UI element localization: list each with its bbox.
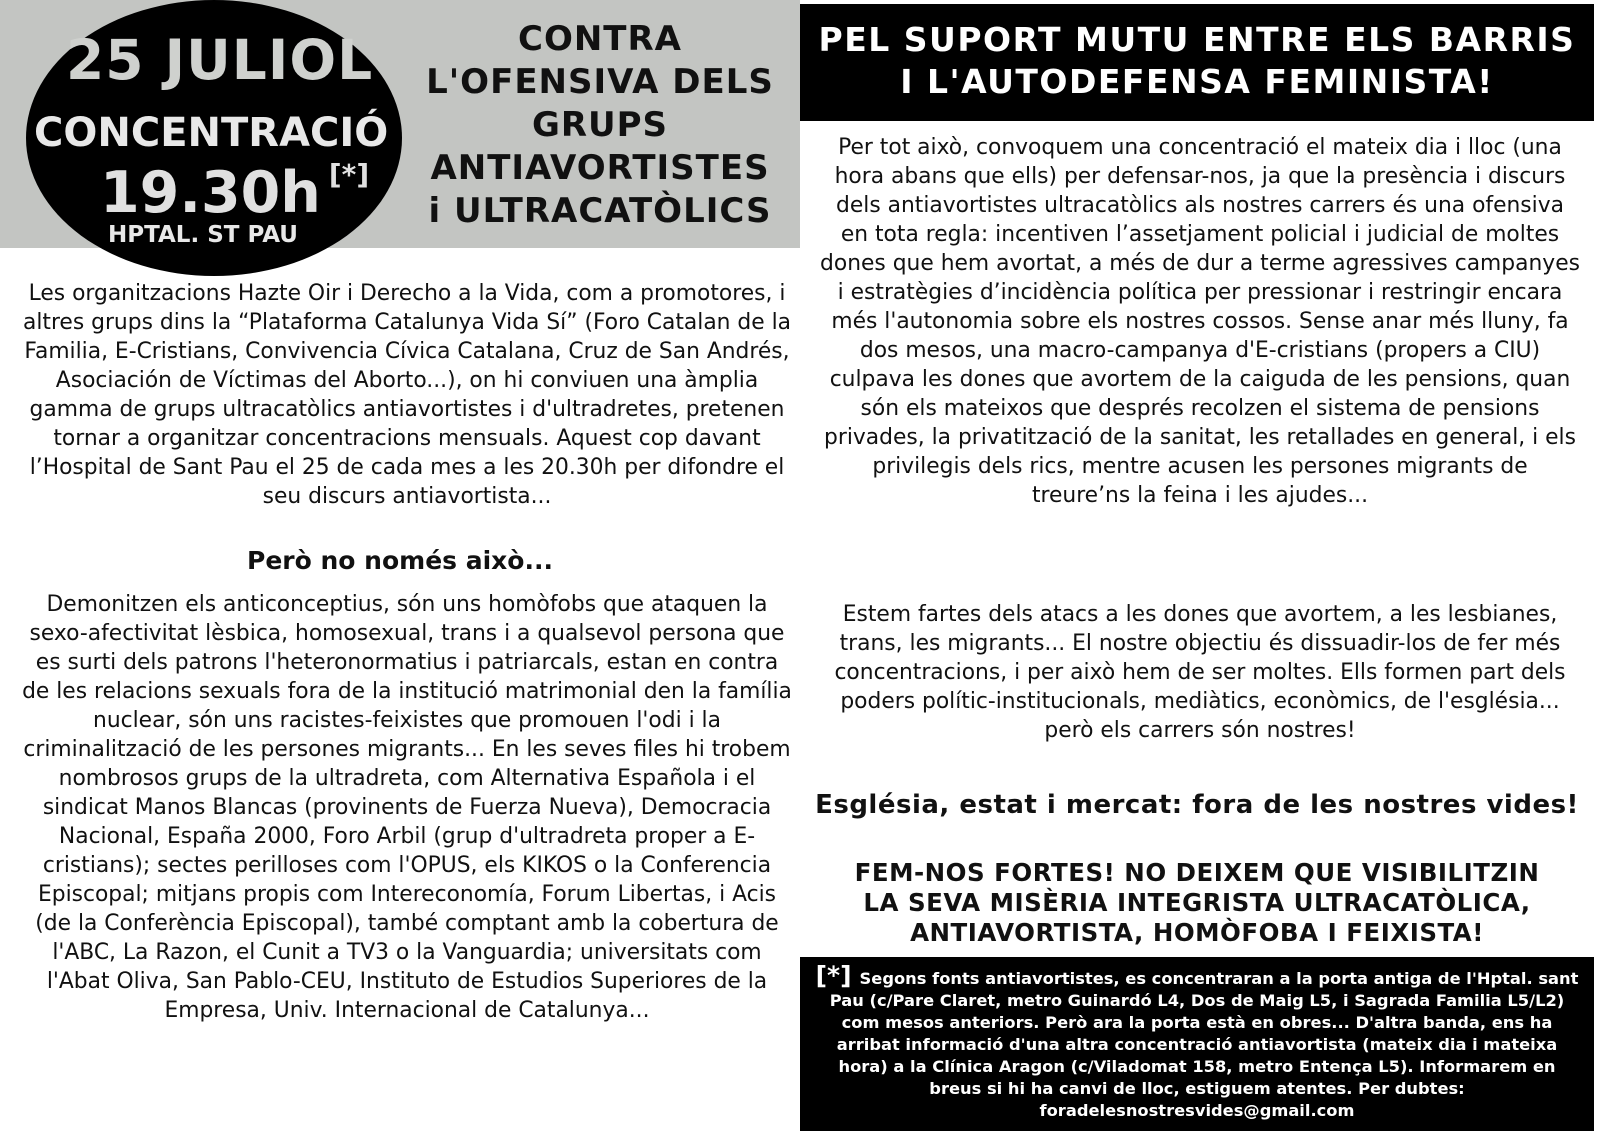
banner-line: I L'AUTODEFENSA FEMINISTA!	[900, 62, 1494, 101]
event-place: HPTAL. ST PAU	[108, 222, 298, 248]
closing-line: ANTIAVORTISTA, HOMÒFOBA I FEIXISTA!	[910, 918, 1484, 947]
event-type: CONCENTRACIÓ	[34, 110, 389, 156]
event-time-value: 19.30h	[100, 160, 321, 226]
headline	[400, 18, 800, 233]
headline-line: ANTIAVORTISTES	[430, 148, 770, 188]
left-paragraph-intro: Les organitzacions Hazte Oir i Derecho a la Vida, com a promotores, i altres grups dins la “Plataforma Catalunya Vida Sí” (Foro Catalan de la Familia, E-Cristians, Convivencia Cívica Catalana, Cruz de San Andrés, Asociación de Víctimas del Aborto...), on hi conviuen una àmplia gamma de grups ultracatòlics antiavortistes i d'ultradretes, pretenen tornar a organitzar concentracions mensuals. Aquest cop davant l’Hospital de Sant Pau el 25 de cada mes a les 20.30h per difondre el seu discurs antiavortista...	[22, 281, 792, 509]
slogan: Església, estat i mercat: fora de les nostres vides!	[815, 790, 1579, 820]
event-time	[100, 158, 369, 226]
headline-line: CONTRA	[518, 19, 682, 59]
headline-line: i ULTRACATÒLICS	[428, 191, 772, 231]
right-paragraph-call: Per tot això, convoquem una concentració el mateix dia i lloc (una hora abans que ells) per defensar-nos, ja que la presència i discurs dels antiavortistes ultracatòlics als nostres carrers és una ofensiva en tota regla: incentiven l’assetjament policial i judicial de moltes dones que hem avortat, a més de dur a terme agressives campanyes i estratègies d’incidència política per pressionar i restringir encara més l'autonomia sobre els nostres cossos. Sense anar més lluny, fa dos mesos, una macro-campanya d'E-cristians (propers a CIU) culpava les dones que avortem de la caiguda de les pensions, quan són els mateixos que després recolzen el sistema de pensions privades, la privatització de la sanitat, les retallades en general, i els privilegis dels rics, mentre acusen les persones migrants de treure’ns la feina i les ajudes...	[820, 135, 1580, 508]
right-paragraph-objective: Estem fartes dels atacs a les dones que avortem, a les lesbianes, trans, les migrants... El nostre objectiu és dissuadir-los de fer més concentracions, i per això hem de ser moltes. Ells formen part dels poders polític-institucionals, mediàtics, econòmics, de l'església... però els carrers són nostres!	[834, 602, 1566, 743]
closing-call	[800, 858, 1594, 948]
footnote-mark: [*]	[815, 961, 852, 990]
event-time-footnote-mark: [*]	[328, 158, 370, 191]
left-subheading: Però no només això...	[247, 546, 553, 575]
headline-line: L'OFENSIVA DELS	[426, 62, 774, 102]
closing-line: LA SEVA MISÈRIA INTEGRISTA ULTRACATÒLICA,	[863, 888, 1531, 917]
left-paragraph-groups: Demonitzen els anticonceptius, són uns homòfobs que ataquen la sexo-afectivitat lèsbica, homosexual, trans i a qualsevol persona que es surti dels patrons l'heteronormatius i patriarcals, estan en contra de les relacions sexuals fora de la institució matrimonial den la família nuclear, són uns racistes-feixistes que promouen l'odi i la criminalització de les persones migrants... En les seves files hi trobem nombrosos grups de la ultradreta, com Alternativa Española i el sindicat Manos Blancas (provinents de Fuerza Nueva), Democracia Nacional, España 2000, Foro Arbil (grup d'ultradreta proper a E-cristians); sectes perilloses com l'OPUS, els KIKOS o la Conferencia Episcopal; mitjans propis com Intereconomía, Forum Libertas, i Acis (de la Conferència Episcopal), també comptant amb la cobertura de l'ABC, La Razon, el Cunit a TV3 o la Vanguardia; universitats com l'Abat Oliva, San Pablo-CEU, Instituto de Estudios Superiores de la Empresa, Univ. Internacional de Catalunya...	[22, 592, 792, 1023]
footnote	[800, 957, 1594, 1131]
closing-line: FEM-NOS FORTES! NO DEIXEM QUE VISIBILITZIN	[854, 858, 1540, 887]
headline-line: GRUPS	[531, 105, 669, 145]
banner	[800, 4, 1594, 121]
footnote-text: Segons fonts antiavortistes, es concentraran a la porta antiga de l'Hptal. sant Pau (c/Pare Claret, metro Guinardó L4, Dos de Maig L5, i Sagrada Familia L5/L2) com mesos anteriors. Però ara la porta està en obres... D'altra banda, ens ha arribat informació d'una altra concentració antiavortista (mateix dia i mateixa hora) a la Clínica Aragon (c/Viladomat 158, metro Entença L5). Informarem en breus si hi ha canvi de lloc, estiguem atentes. Per dubtes: foradelesnostresvides@gmail.com	[829, 969, 1579, 1120]
banner-line: PEL SUPORT MUTU ENTRE ELS BARRIS	[818, 20, 1576, 59]
event-date: 25 JULIOL	[66, 28, 374, 92]
